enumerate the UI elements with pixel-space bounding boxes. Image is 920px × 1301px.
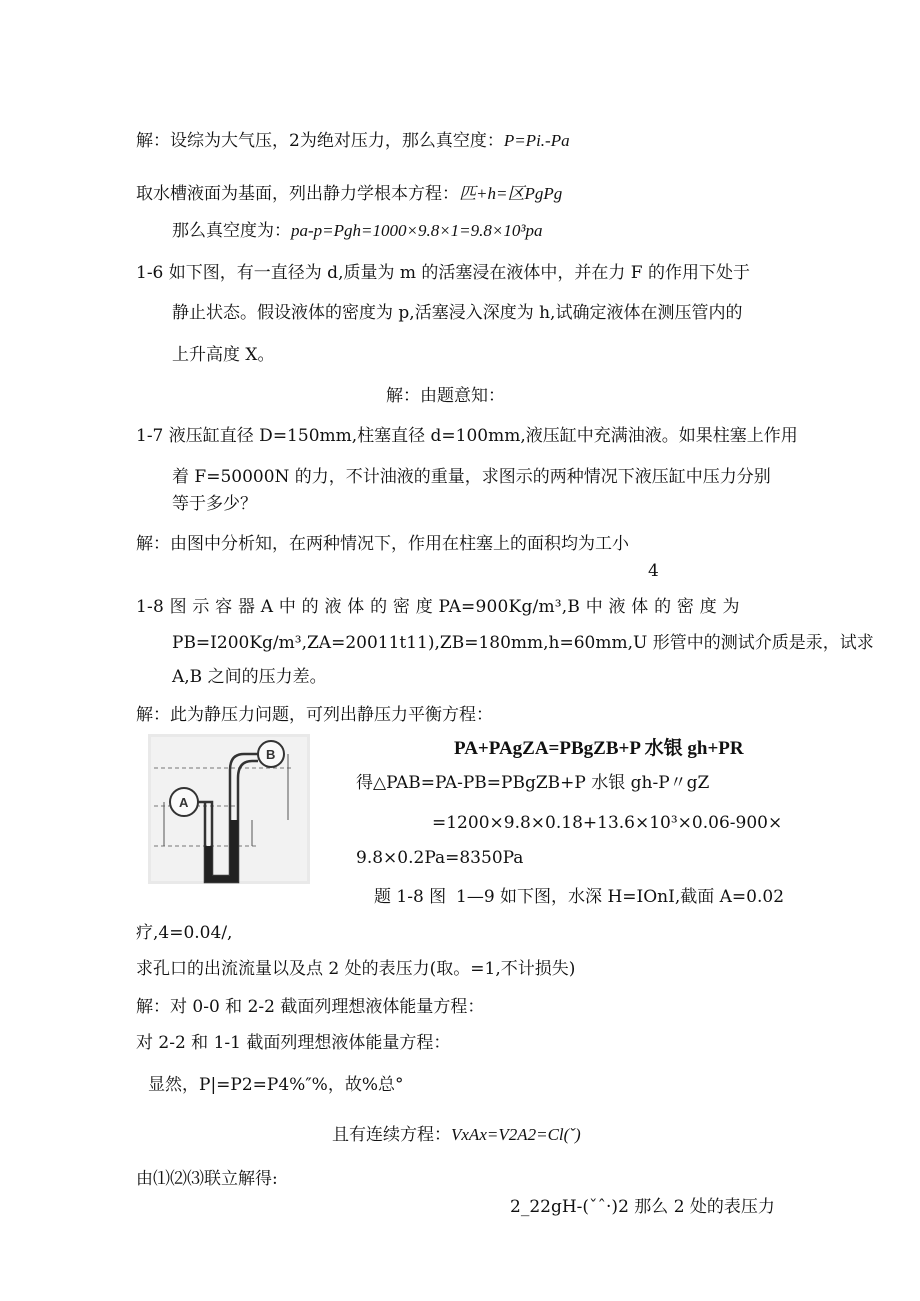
- solution-1-8: 解：此为静压力问题，可列出静压力平衡方程：: [136, 705, 493, 725]
- problem-1-8-line1: 1-8 图 示 容 器 A 中 的 液 体 的 密 度 PA=900Kg/m³,B 中 液 体 的 密 度 为: [136, 597, 740, 617]
- equation-calc-line1: =1200×9.8×0.18+13.6×10³×0.06-900×: [432, 813, 783, 833]
- line-base-plane: 取水槽液面为基面，列出静力学根本方程：匹+h=区PgPg: [136, 184, 563, 204]
- solution-1-9-result: 2_22gH-(ˇˆ·)2 那么 2 处的表压力: [510, 1197, 775, 1217]
- solution-1-9-line3: 显然，P|=P2=P4%″%，故%总°: [148, 1075, 404, 1095]
- solution-1-7: 解：由图中分析知，在两种情况下，作用在柱塞上的面积均为工小: [136, 534, 629, 554]
- solution-1-9-combined: 由⑴⑵⑶联立解得:: [136, 1169, 278, 1189]
- problem-1-8-line3: A,B 之间的压力差。: [172, 667, 327, 687]
- container-a-label: A: [179, 795, 189, 810]
- problem-1-7-line2: 着 F=50000N 的力，不计油液的重量，求图示的两种情况下液压缸中压力分别: [172, 467, 771, 487]
- formula-static: 匹+h=区PgPg: [459, 184, 563, 203]
- container-b-label: B: [266, 747, 276, 762]
- manometer-diagram: [148, 734, 310, 884]
- problem-1-6-line3: 上升高度 X。: [172, 345, 275, 365]
- equation-calc-line2: 9.8×0.2Pa=8350Pa: [356, 848, 524, 868]
- figure-caption: 题 1-8 图: [374, 887, 447, 907]
- problem-1-9-line2: 疗,4=0.04/,: [136, 923, 233, 943]
- problem-1-6-line2: 静止状态。假设液体的密度为 p,活塞浸入深度为 h,试确定液体在测压管内的: [172, 303, 743, 323]
- problem-1-6-line1: 1-6 如下图，有一直径为 d,质量为 m 的活塞浸在液体中，并在力 F 的作用下处于: [136, 263, 750, 283]
- problem-1-8-line2: PB=I200Kg/m³,ZA=20011t11),ZB=180mm,h=60mm,U 形管中的测试介质是汞，试求: [172, 633, 874, 653]
- u-tube-manometer-figure: [148, 734, 310, 884]
- solution-1-7-fraction: 4: [648, 561, 659, 581]
- solution-1-9-line2: 对 2-2 和 1-1 截面列理想液体能量方程：: [136, 1033, 451, 1053]
- line-solution-vacuum: 解：设综为大气压，2为绝对压力，那么真空度：P=Pi.-Pa: [136, 131, 570, 151]
- formula-vacuum-value: pa-p=Pgh=1000×9.8×1=9.8×10³pa: [291, 221, 543, 240]
- equation-balance: PA+PAgZA=PBgZB+P 水银 gh+PR: [454, 738, 744, 759]
- problem-1-7-line1: 1-7 液压缸直径 D=150mm,柱塞直径 d=100mm,液压缸中充满油液。如果柱塞上作用: [136, 426, 798, 446]
- problem-1-9-line1: 1—9 如下图，水深 H=IOnI,截面 A=0.02: [456, 887, 785, 907]
- problem-1-9-line3: 求孔口的出流流量以及点 2 处的表压力(取。=1,不计损失): [136, 959, 576, 979]
- solution-1-9-line1: 解：对 0-0 和 2-2 截面列理想液体能量方程：: [136, 997, 485, 1017]
- line-vacuum-value: 那么真空度为：pa-p=Pgh=1000×9.8×1=9.8×10³pa: [172, 221, 543, 241]
- solution-1-6: 解：由题意知：: [386, 386, 505, 406]
- formula-vacuum: P=Pi.-Pa: [503, 131, 570, 150]
- continuity-equation: 且有连续方程：VxAx=V2A2=Cl(ˇ): [332, 1125, 581, 1145]
- problem-1-7-line3: 等于多少？: [172, 494, 257, 514]
- equation-pressure-diff: 得△PAB=PA-PB=PBgZB+P 水银 gh-P〃gZ: [356, 773, 710, 793]
- formula-continuity: VxAx=V2A2=Cl(ˇ): [451, 1125, 581, 1144]
